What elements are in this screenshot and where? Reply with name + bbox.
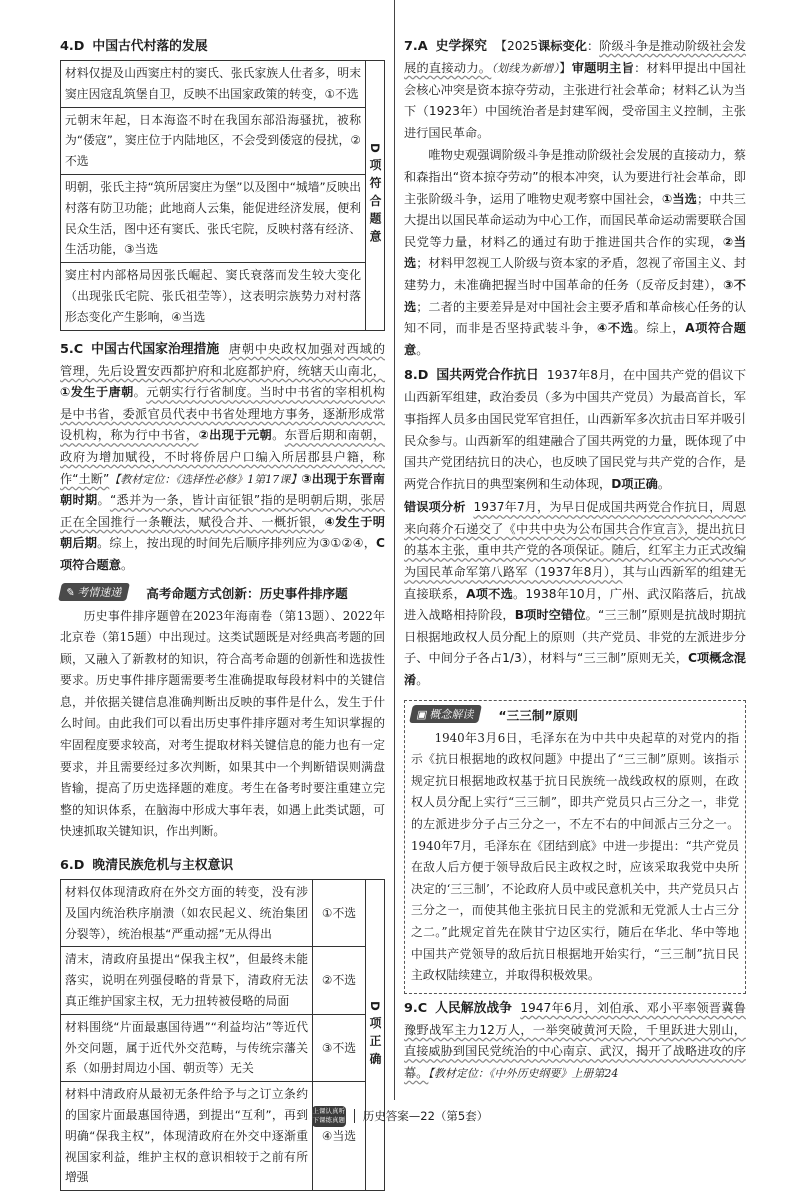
topic-tag: 中国古代村落的发展 bbox=[92, 39, 208, 54]
topic-tag: 人民解放战争 bbox=[435, 1000, 512, 1016]
question-number: 4.D bbox=[60, 39, 85, 54]
answer-conclusion: A项符合题意 bbox=[404, 321, 746, 357]
answer-mark: ④不选 bbox=[596, 321, 634, 336]
body-text: 其与山西新军的组建无直接联系， bbox=[404, 565, 747, 601]
question-8-header bbox=[404, 365, 539, 387]
body-text: 。1938年10月，广州、武汉陷落后，抗战进入战略相持阶段， bbox=[404, 586, 747, 623]
question-5 bbox=[60, 339, 385, 577]
note-text: （划线为新增） bbox=[491, 62, 560, 75]
table-cell: 材料中清政府从最初无条件给予与之订立条约的国家片面最惠国待遇，到提出“互利”，再到明确“保我主权”，体现清政府在外交中逐渐重视国家利益，维护主权的意识相较于之前有所增强 bbox=[61, 1082, 313, 1191]
answer-mark: A项不选 bbox=[466, 586, 514, 601]
body-text: 1947年6月，刘伯承、邓小平率领晋冀鲁豫野战军主力12万人，一举突破黄河天险，千里跃进大别山，直接威胁到国民党统治的中心南京、武汉，揭开了战略进攻的序幕。 bbox=[404, 1000, 746, 1080]
answer-mark: ③不选 bbox=[404, 277, 746, 314]
body-text: 1937年8月，在中国共产党的倡议下山西新军组建，政治委员（多为中国共产党员）为最高首长，军事指挥人员多由国民党军官担任，山西新军多次抗击日军并吸引民众参与。山西新军的组建融合了国共两党的力量，既体现了中国共产党团结抗日的决心，也反映了国民党与共产党的合作，是两党合作抗日的典型案例和生动体现， bbox=[404, 368, 747, 491]
body-text: 【2025 bbox=[494, 39, 538, 53]
callout-title: “三三制”原则 bbox=[498, 707, 578, 723]
concept-box bbox=[404, 700, 746, 994]
right-column bbox=[404, 0, 746, 1085]
concept-badge bbox=[409, 705, 482, 723]
body-text: ；材料甲忽视工人阶级与资本家的矛盾，忽视了帝国主义、封建势力，未准确把握当时中国革命的任务（反帝反封建）， bbox=[404, 256, 747, 292]
callout-title: 高考命题方式创新：历史事件排序题 bbox=[146, 585, 348, 601]
book-icon: ▣ bbox=[415, 707, 429, 721]
body-text: “悉并为一条，皆计亩征银”指的是明朝后期，张居正在全国推行一条鞭法，赋役合并、一概折银， bbox=[60, 493, 385, 529]
body-text: 。 bbox=[416, 342, 429, 357]
textbook-reference: 【教材定位：《中外历史纲要》上册第24 bbox=[428, 1066, 619, 1080]
body-text: ；中共三大提出以国民革命运动为中心工作，而国民革命运动需要联合国民党等力量，材料乙的通过有助于推进国共合作的实现， bbox=[404, 191, 746, 249]
topic-tag: 史学探究 bbox=[435, 39, 487, 54]
question-number: 5.C bbox=[60, 341, 84, 357]
callout-body: 1940年3月6日，毛泽东在为中共中央起草的对党内的指示《抗日根据地的政权问题》中提出了“三三制”原则。该指示规定抗日根据地政权基于抗日民族统一战线政权的原则，在政权人员分配上实行“三三制”，即共产党员只占三分之一，非党的左派进步分子占三分之一，不左不右的中间派占三分之一。1940年7月，毛泽东在《团结到底》中进一步提出：“共产党员在敌人后方便于领导敌后民主政权之时，应该采取我党中央所决定的‘三三制’，不论政府人员中或民意机关中，共产党员只占三分之一，而使其他主张抗日民主的党派和无党派人士占三分之二。”此规定首先在陕甘宁边区实行，随后在华北、华中等地中国共产党领导的敌后抗日根据地开始实行，“三三制”抗日民主政权陆续建立，并取得积极效果。 bbox=[411, 730, 739, 983]
question-4 bbox=[60, 36, 385, 331]
question-number: 6.D bbox=[60, 858, 85, 874]
answer-mark: ①发生于唐朝 bbox=[60, 385, 134, 400]
question-number: 8.D bbox=[404, 368, 429, 384]
answer-mark: ③出现于东晋南朝时期 bbox=[60, 471, 385, 508]
exam-trend-box bbox=[60, 583, 385, 844]
page-footer bbox=[0, 1102, 800, 1130]
question-9 bbox=[404, 998, 746, 1085]
answer-mark: ②当选 bbox=[404, 234, 746, 271]
analysis-table bbox=[60, 879, 385, 1191]
highlight-label: 审题明主旨 bbox=[571, 61, 635, 75]
callout-body: 历史事件排序题曾在2023年海南卷（第13题）、2022年北京卷（第15题）中出现过。这类试题既是对经典高考题的回顾，又融入了新教材的知识，符合高考命题的创新性和选拔性要求。历史事件排序题需要考生准确提取每段材料中的关键信息，并依据关键信息准确判断出反映的事件是什么，发生于什么时间。由此我们可以看出历史事件排序题对考生知识掌握的牢固程度要求较高，对考生提取材料关键信息的能力也有一定要求，并且需要经过多次判断，如果其中一个判断错误则满盘皆输，提高了历史选择题的难度。考生在备考时要注重建立完整的知识体系，在脑海中形成大事年表，如遇上此类试题，可快速抓取关键知识，作出判断。 bbox=[60, 608, 385, 839]
table-cell: 明朝，张氏主持“筑所居窦庄为堡”以及图中“城墙”反映出村落有防卫功能；此地商人云集，能促进经济发展，便利民众生活，图中还有窦氏、张氏宅院，反映村落有经济、生活功能，③当选 bbox=[61, 174, 366, 262]
body-text: 。 bbox=[133, 385, 147, 400]
table-cell: 材料围绕“片面最惠国待遇”“利益均沾”等近代外交问题，属于近代外交范畴，与传统宗藩关系（如册封周边小国、朝贡等）无关 bbox=[61, 1014, 313, 1081]
table-cell: 清末，清政府虽提出“保我主权”，但最终未能落实，说明在列强侵略的背景下，清政府无法真正维护国家主权，无力扭转被侵略的局面 bbox=[61, 947, 313, 1014]
highlight-label: 课标变化 bbox=[537, 39, 587, 53]
answer-conclusion: C项符合题意 bbox=[60, 536, 385, 572]
verdict-cell: ①不选 bbox=[313, 880, 366, 947]
body-text: 。 bbox=[657, 476, 671, 491]
body-text: 唯物史观强调阶级斗争是推动阶级社会发展的直接动力，蔡和森指出“资本掠夺劳动”的根本冲突，认为要进行社会革命，即主张阶级斗争，运用了唯物史观考察中国社会， bbox=[404, 148, 746, 206]
question-5-header bbox=[60, 339, 219, 361]
question-9-header bbox=[404, 998, 512, 1020]
answer-mark: C项概念混淆 bbox=[404, 651, 746, 688]
verdict-cell: ②不选 bbox=[313, 947, 366, 1014]
verdict-cell: ④当选 bbox=[313, 1082, 366, 1191]
conclusion-cell: D项符合题意 bbox=[366, 61, 385, 331]
question-7-header bbox=[404, 36, 487, 58]
body-text: 东晋后期和南朝，政府为增加赋役，不时将侨居户口编入所居郡县户籍，称作“土断” bbox=[60, 428, 386, 486]
textbook-reference: 【教材定位：《选择性必修》1第17课】 bbox=[109, 472, 302, 486]
badge-label: 概念解读 bbox=[428, 708, 476, 722]
exam-trend-badge bbox=[58, 583, 130, 601]
body-text: ：材料甲提出中国社会核心冲突是资本掠夺劳动，主张进行社会革命；材料乙认为当下（1923年）中国统治者是封建军阀，受帝国主义控制，主张进行国民革命。 bbox=[404, 61, 746, 140]
answer-mark: B项时空错位 bbox=[514, 608, 586, 623]
topic-tag: 晚清民族危机与主权意识 bbox=[92, 858, 234, 874]
body-text: ；二者的主要差异是对中国社会主要矛盾和革命核心任务的认知不同，而非是否坚持武装斗争， bbox=[404, 299, 747, 336]
logo-text: 上课认真听 bbox=[312, 1106, 346, 1115]
body-text: 。综上， bbox=[633, 321, 686, 336]
conclusion-cell: D项正确 bbox=[366, 880, 385, 1191]
analysis-table bbox=[60, 60, 385, 331]
body-text: 】 bbox=[559, 61, 572, 75]
body-text: 。综上，按出现的时间先后顺序排列应为③①②④， bbox=[97, 536, 377, 551]
body-text: 。 bbox=[272, 428, 285, 443]
column-divider bbox=[394, 0, 395, 1100]
question-8 bbox=[404, 365, 746, 691]
table-cell: 材料仅提及山西窦庄村的窦氏、张氏家族人仕者多，明末窦庄因寇乱筑堡自卫，反映不出国家政策的转变，①不选 bbox=[61, 61, 366, 108]
body-text: 。“三三制”原则是抗战时期抗日根据地政权人员分配上的原则（共产党员、非党的左派进步分子、中间分子各占1/3），材料与“三三制”原则无关， bbox=[404, 608, 746, 666]
topic-tag: 中国古代国家治理措施 bbox=[91, 341, 220, 357]
body-text: 1937年7月，为早日促成国共两党合作抗日，周恩来向蒋介石递交了《中共中央为公布国共合作宣言》，提出抗日的基本主张，重申共产党的各项保证。随后，红军主力正式改编为国民革命军第八路军（1937年8月）， bbox=[404, 500, 747, 580]
question-6-header bbox=[60, 855, 385, 877]
topic-tag: 国共两党合作抗日 bbox=[436, 368, 539, 384]
body-text: 唐朝中央政权加强对西域的管理，先后设置安西都护府和北庭都护府，统辖天山南北， bbox=[60, 341, 386, 378]
body-text: 。 bbox=[120, 557, 134, 572]
table-cell: 元朝末年起，日本海盗不时在我国东部沿海骚扰，被称为“倭寇”，窦庄位于内陆地区，不会受到倭寇的侵扰，②不选 bbox=[61, 107, 366, 174]
body-text: 。 bbox=[416, 673, 429, 688]
question-number: 9.C bbox=[404, 1000, 428, 1016]
body-text: 元朝实行行省制度。当时中书省的宰相机构是中书省，委派官员代表中书省处理地方事务，逐渐形成常设机构，称为行中书省， bbox=[60, 385, 386, 443]
table-cell: 材料仅体现清政府在外交方面的转变，没有涉及国内统治秩序崩溃（如农民起义、统治集团分裂等），统治根基“严重动摇”无从得出 bbox=[61, 880, 313, 947]
answer-mark: ①当选 bbox=[661, 191, 697, 206]
body-text: ： bbox=[586, 39, 600, 53]
question-6 bbox=[60, 855, 385, 1191]
answer-mark: ②出现于元朝 bbox=[198, 428, 273, 443]
feather-icon: ✎ bbox=[64, 585, 77, 599]
body-text: 。 bbox=[97, 493, 110, 508]
footer-separator bbox=[354, 1109, 355, 1123]
table-cell: 窦庄村内部格局因张氏崛起、窦氏衰落而发生较大变化（出现张氏宅院、张氏祖茔等），这表明宗族势力对村落形态变化产生影响，④当选 bbox=[61, 263, 366, 330]
answer-conclusion: D项正确 bbox=[611, 476, 658, 491]
error-analysis-label: 错误项分析 bbox=[404, 500, 466, 515]
left-column bbox=[60, 0, 385, 1191]
question-4-header bbox=[60, 36, 385, 58]
page-number: 历史答案—22（第5套） bbox=[362, 1109, 489, 1123]
brand-logo bbox=[312, 1106, 346, 1127]
answer-mark: ④发生于明朝后期 bbox=[60, 514, 385, 551]
badge-label: 考情速递 bbox=[76, 586, 124, 599]
verdict-cell: ③不选 bbox=[313, 1014, 366, 1081]
question-7 bbox=[404, 36, 746, 361]
question-number: 7.A bbox=[404, 39, 428, 54]
body-text: 阶级斗争是推动阶级社会发展的直接动力。 bbox=[404, 39, 747, 75]
logo-text: 下课练真题 bbox=[312, 1115, 346, 1124]
